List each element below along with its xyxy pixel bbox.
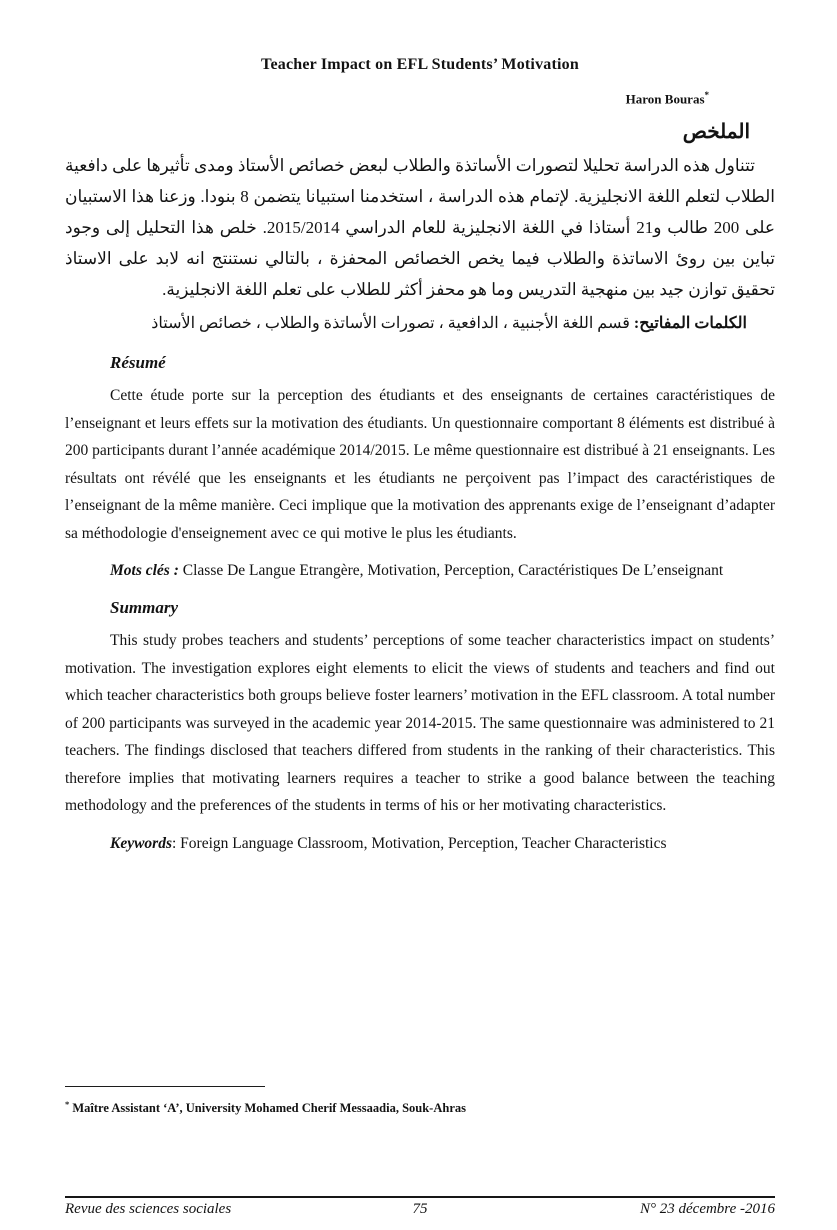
keywords-line-arabic: [65, 309, 775, 339]
footnote-area: [65, 1086, 775, 1116]
paper-title: Teacher Impact on EFL Students’ Motivation: [261, 56, 579, 73]
abstract-english-body: This study probes teachers and students’ perceptions of some teacher characteristics impact on students’ motivation. The investigation explores eight elements to elicit the views of students and teachers and find out which teacher characteristics both groups believe foster learners’ motivation in the EFL classroom. A total number of 200 participants was surveyed in the academic year 2014-2015. The same questionnaire was administered to 21 teachers. The findings disclosed that teachers differed from students in the ranking of their characteristics. This therefore implies that motivating learners requires a teacher to strike a good balance between the teaching methodology and the preferences of the students in terms of his or her motivating characteristics.: [65, 632, 775, 815]
footer-issue: N° 23 décembre -2016: [640, 1201, 775, 1217]
keywords-text-french: Classe De Langue Etrangère, Motivation, Perception, Caractéristiques De L’enseignant: [178, 562, 724, 580]
footer-journal-name: Revue des sciences sociales: [65, 1201, 232, 1217]
page-footer: [65, 1196, 775, 1218]
abstract-arabic-heading: الملخص: [682, 121, 750, 144]
keywords-line-english: [110, 830, 775, 857]
author-footnote-marker: *: [704, 90, 709, 100]
author-name: Haron Bouras: [625, 91, 705, 107]
keywords-label-english: Keywords: [110, 834, 172, 852]
abstract-french-heading: Résumé: [110, 353, 166, 373]
footer-page-number: 75: [412, 1201, 428, 1217]
footnote-separator: [65, 1086, 265, 1087]
keywords-text-arabic: قسم اللغة الأجنبية ، الدافعية ، تصورات الأساتذة والطلاب ، خصائص الأستاذ: [151, 315, 634, 333]
footnote-body: Maître Assistant ‘A’, University Mohamed Cherif Messaadia, Souk-Ahras: [69, 1101, 466, 1116]
footnote-text: [65, 1099, 775, 1116]
abstract-english-heading: Summary: [110, 598, 179, 618]
keywords-text-english: : Foreign Language Classroom, Motivation, Perception, Teacher Characteristics: [172, 834, 667, 852]
abstract-french-body: Cette étude porte sur la perception des étudiants et des enseignants de certaines caractéristiques de l’enseignant et leurs effets sur la motivation des étudiants. Un questionnaire comportant 8 éléments est distribué à 200 participants durant l’année académique 2014/2015. Le même questionnaire est distribué à 21 enseignants. Les résultats ont révélé que les enseignants et les étudiants ne perçoivent pas l’impact des caractéristiques de l’enseignant de la même manière. Ceci implique que la motivation des apprenants exige de l’enseignant d’adapter sa méthodologie d'enseignement avec ce qui motive le plus les étudiants.: [65, 387, 775, 542]
abstract-arabic-body: تتناول هذه الدراسة تحليلا لتصورات الأساتذة والطلاب لبعض خصائص الأستاذ ومدى تأثيرها على دافعية الطلاب لتعلم اللغة الانجليزية. لإتمام هذه الدراسة ، استخدمنا استبيانا يتضمن 8 بنودا. وزعنا هذا الاستبيان على 200 طالب و21 أستاذا في اللغة الانجليزية للعام الدراسي 2015/2014. خلص هذا التحليل إلى وجود تباين بين روئ الاساتذة والطلاب فيما يخص الخصائص المحفزة ، بالتالي نستنتج انه لابد على الاستاذ تحقيق توازن جيد بين منهجية التدريس وما هو محفز أكثر للطلاب على تعلم اللغة الانجليزية.: [65, 156, 776, 300]
footnote-marker: *: [65, 1099, 70, 1109]
keywords-line-french: [110, 557, 775, 584]
author-line: [65, 90, 775, 107]
keywords-label-french: Mots clés :: [110, 562, 179, 580]
keywords-label-arabic: الكلمات المفاتيح:: [633, 315, 747, 333]
